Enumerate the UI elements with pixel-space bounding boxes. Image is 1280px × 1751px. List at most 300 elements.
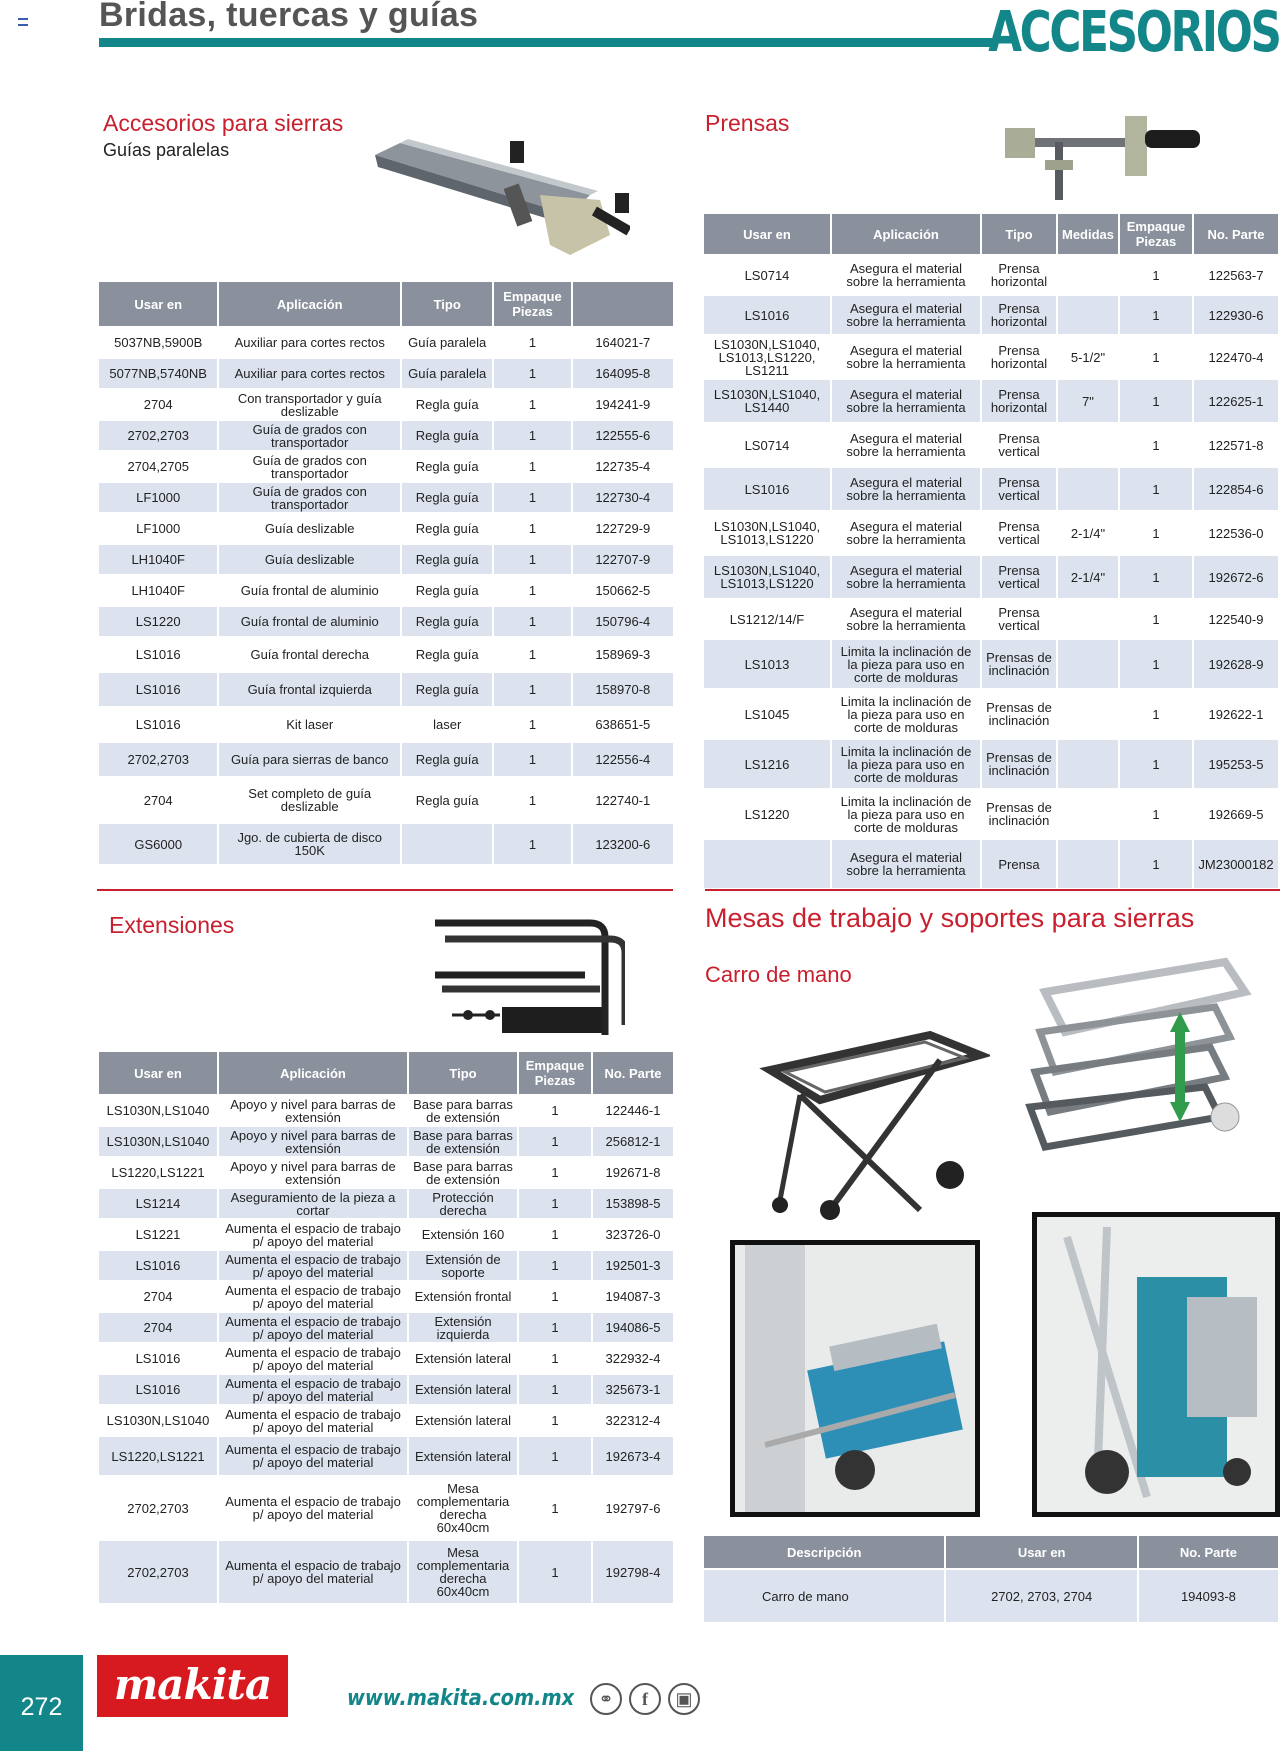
table-cell: LS1016 [99, 1375, 217, 1404]
facebook-icon[interactable]: f [629, 1683, 661, 1715]
table-cell [1058, 256, 1118, 294]
table-cell: 1 [519, 1313, 591, 1342]
table-cell: 1 [494, 743, 570, 776]
table-cell: Extensión izquierda [409, 1313, 517, 1342]
table-cell: Guía paralela [402, 328, 492, 357]
table-cell: Asegura el material sobre la herramienta [832, 468, 980, 510]
table-cell: Guía deslizable [219, 545, 400, 574]
table-cell: Regla guía [402, 778, 492, 822]
table-row [99, 1375, 673, 1404]
table-row [99, 673, 673, 706]
table-cell: Extensión lateral [409, 1437, 517, 1475]
table-cell: 1 [519, 1158, 591, 1187]
table-row [99, 545, 673, 574]
col-header-empaque: Empaque Piezas [1120, 214, 1192, 254]
table-cell: LS1030N,LS1040 [99, 1096, 217, 1125]
table-cell: 322312-4 [593, 1406, 673, 1435]
category-title: ACCESORIOS [988, 0, 1280, 65]
table-cell: 1 [519, 1220, 591, 1249]
table-cell: LS1016 [99, 1251, 217, 1280]
table-cell: 2704 [99, 390, 217, 419]
photo-folded-stand [1037, 1217, 1275, 1512]
table-cell: 1 [1120, 640, 1192, 688]
table-cell: Prensas de inclinación [982, 640, 1056, 688]
table-cell: LS1212/14/F [704, 600, 830, 638]
col-header-tipo: Tipo [409, 1052, 517, 1094]
globe-icon[interactable]: ⚭ [590, 1683, 622, 1715]
table-cell: Prensa vertical [982, 556, 1056, 598]
table-cell: Guía de grados con transportador [219, 452, 400, 481]
table-row [99, 1127, 673, 1156]
table-cell: 1 [494, 421, 570, 450]
table-cell: 122625-1 [1194, 380, 1278, 422]
col-header-usar-en: Usar en [99, 1052, 217, 1094]
sierras-table [97, 280, 675, 866]
table-cell: 192671-8 [593, 1158, 673, 1187]
table-row [704, 600, 1278, 638]
table-cell: 195253-5 [1194, 740, 1278, 788]
table-cell: 122540-9 [1194, 600, 1278, 638]
col-header-aplicacion: Aplicación [219, 1052, 407, 1094]
table-cell: LS1016 [99, 673, 217, 706]
col-header-no-parte: No. Parte [1139, 1536, 1278, 1568]
table-cell: Limita la inclinación de la pieza para uso en corte de molduras [832, 640, 980, 688]
table-cell: Regla guía [402, 514, 492, 543]
clamp-image [995, 108, 1225, 208]
table-cell: Extensión lateral [409, 1375, 517, 1404]
table-cell [1058, 468, 1118, 510]
table-cell: Aumenta el espacio de trabajo p/ apoyo del material [219, 1282, 407, 1311]
table-cell: 1 [1120, 690, 1192, 738]
table-row [99, 1406, 673, 1435]
table-cell: Regla guía [402, 743, 492, 776]
table-cell: 122729-9 [573, 514, 673, 543]
divider [705, 889, 1280, 891]
table-cell: Limita la inclinación de la pieza para uso en corte de molduras [832, 690, 980, 738]
table-row [99, 1282, 673, 1311]
table-cell [704, 840, 830, 888]
table-cell: 122854-6 [1194, 468, 1278, 510]
table-cell: LS1030N,LS1040, LS1013,LS1220 [704, 512, 830, 554]
table-row [704, 790, 1278, 838]
mesas-table [702, 1534, 1280, 1624]
table-row [704, 256, 1278, 294]
table-cell: 122556-4 [573, 743, 673, 776]
table-cell: 2704 [99, 1313, 217, 1342]
table-cell: 2702,2703 [99, 743, 217, 776]
table-cell: 1 [494, 328, 570, 357]
col-header-usar-en: Usar en [704, 214, 830, 254]
page-number: 272 [20, 1693, 63, 1721]
table-cell: Asegura el material sobre la herramienta [832, 256, 980, 294]
table-cell: LS1016 [99, 638, 217, 671]
table-cell: Guía de grados con transportador [219, 483, 400, 512]
table-cell: 1 [519, 1406, 591, 1435]
table-cell: LS1220 [99, 607, 217, 636]
table-row [99, 1344, 673, 1373]
table-cell: LS1030N,LS1040, LS1013,LS1220, LS1211 [704, 336, 830, 378]
table-cell: LH1040F [99, 545, 217, 574]
table-cell: 1 [1120, 840, 1192, 888]
table-row [704, 840, 1278, 888]
table-cell: 1 [494, 452, 570, 481]
table-cell: 5077NB,5740NB [99, 359, 217, 388]
table-row [99, 1220, 673, 1249]
table-cell: 194087-3 [593, 1282, 673, 1311]
table-cell: 1 [1120, 424, 1192, 466]
table-cell: 158969-3 [573, 638, 673, 671]
parallel-guide-image [370, 135, 630, 265]
table-cell [1058, 424, 1118, 466]
table-row [99, 638, 673, 671]
table-cell: LS1221 [99, 1220, 217, 1249]
table-cell: 1 [519, 1477, 591, 1539]
table-cell: Prensa horizontal [982, 256, 1056, 294]
table-cell: Extensión lateral [409, 1406, 517, 1435]
table-cell: LS1016 [704, 296, 830, 334]
col-header-empaque: Empaque Piezas [519, 1052, 591, 1094]
mesas-cell: Carro de mano [704, 1570, 944, 1622]
table-row [704, 380, 1278, 422]
section-title-prensas: Prensas [705, 110, 790, 136]
table-cell: 1 [494, 514, 570, 543]
table-cell: 192672-6 [1194, 556, 1278, 598]
table-cell: 1 [494, 359, 570, 388]
table-cell: LS1030N,LS1040, LS1440 [704, 380, 830, 422]
table-cell [1058, 296, 1118, 334]
table-cell: 2704,2705 [99, 452, 217, 481]
website-link[interactable]: www.makita.com.mx [347, 1686, 575, 1711]
table-cell: Jgo. de cubierta de disco 150K [219, 824, 400, 864]
table-cell: laser [402, 708, 492, 741]
table-cell: Asegura el material sobre la herramienta [832, 296, 980, 334]
table-cell: 150662-5 [573, 576, 673, 605]
section-title-sierras: Accesorios para sierras [103, 110, 344, 136]
table-cell: Guía frontal de aluminio [219, 576, 400, 605]
table-cell: 192622-1 [1194, 690, 1278, 738]
table-cell: LS1016 [99, 1344, 217, 1373]
table-cell: 2704 [99, 778, 217, 822]
table-cell: Regla guía [402, 638, 492, 671]
table-cell: Guía frontal de aluminio [219, 607, 400, 636]
table-cell: 1 [1120, 468, 1192, 510]
table-cell: Aumenta el espacio de trabajo p/ apoyo del material [219, 1406, 407, 1435]
table-cell: Aumenta el espacio de trabajo p/ apoyo del material [219, 1541, 407, 1603]
table-row [99, 1541, 673, 1603]
table-cell: 122730-4 [573, 483, 673, 512]
extensiones-table [97, 1050, 675, 1605]
table-cell: 192501-3 [593, 1251, 673, 1280]
table-row [99, 576, 673, 605]
table-cell: Con transportador y guía deslizable [219, 390, 400, 419]
section-title-extensiones: Extensiones [109, 912, 235, 938]
stand-image-1 [740, 1010, 990, 1230]
table-cell: 1 [1120, 740, 1192, 788]
table-cell: 122740-1 [573, 778, 673, 822]
table-cell: 1 [519, 1437, 591, 1475]
page-title: Bridas, tuercas y guías [99, 0, 479, 34]
table-cell: 1 [1120, 336, 1192, 378]
table-cell: 638651-5 [573, 708, 673, 741]
col-header-no-parte [573, 282, 673, 326]
table-cell: Regla guía [402, 390, 492, 419]
table-row [99, 390, 673, 419]
table-cell: 7" [1058, 380, 1118, 422]
table-cell: 164021-7 [573, 328, 673, 357]
table-cell: 194241-9 [573, 390, 673, 419]
table-row [704, 690, 1278, 738]
table-cell: 164095-8 [573, 359, 673, 388]
table-cell: 1 [1120, 790, 1192, 838]
table-cell: 1 [519, 1096, 591, 1125]
table-row [99, 607, 673, 636]
table-cell: LS1016 [704, 468, 830, 510]
table-cell: 192628-9 [1194, 640, 1278, 688]
table-cell: Extensión frontal [409, 1282, 517, 1311]
table-cell: Limita la inclinación de la pieza para uso en corte de molduras [832, 790, 980, 838]
table-cell: Prensa horizontal [982, 380, 1056, 422]
table-cell: 122563-7 [1194, 256, 1278, 294]
table-row [99, 708, 673, 741]
col-header-aplicacion: Aplicación [219, 282, 400, 326]
table-cell: 122536-0 [1194, 512, 1278, 554]
table-cell [1058, 840, 1118, 888]
table-cell: Asegura el material sobre la herramienta [832, 600, 980, 638]
menu-icon[interactable] [18, 18, 28, 26]
table-cell: 5037NB,5900B [99, 328, 217, 357]
col-header-empaque: Empaque Piezas [494, 282, 570, 326]
table-row [99, 1251, 673, 1280]
table-cell: LS1220,LS1221 [99, 1437, 217, 1475]
table-cell [1058, 790, 1118, 838]
table-cell: Protección derecha [409, 1189, 517, 1218]
table-cell: Prensa vertical [982, 424, 1056, 466]
table-cell: Guía frontal izquierda [219, 673, 400, 706]
table-cell: Guía de grados con transportador [219, 421, 400, 450]
table-cell: LF1000 [99, 483, 217, 512]
col-header-medidas: Medidas [1058, 214, 1118, 254]
table-cell: Guía frontal derecha [219, 638, 400, 671]
table-cell: 122930-6 [1194, 296, 1278, 334]
table-cell: Aumenta el espacio de trabajo p/ apoyo del material [219, 1437, 407, 1475]
table-row [704, 336, 1278, 378]
col-header-tipo: Tipo [982, 214, 1056, 254]
table-cell: LF1000 [99, 514, 217, 543]
makita-logo-text: makita [113, 1660, 272, 1709]
col-header-usar-en: Usar en [99, 282, 217, 326]
extension-bars-image [430, 915, 625, 1040]
table-cell: 158970-8 [573, 673, 673, 706]
table-cell: 122707-9 [573, 545, 673, 574]
table-cell: JM23000182 [1194, 840, 1278, 888]
table-cell: Prensa vertical [982, 512, 1056, 554]
table-cell: Guía paralela [402, 359, 492, 388]
table-cell: Aumenta el espacio de trabajo p/ apoyo del material [219, 1344, 407, 1373]
table-row [99, 1477, 673, 1539]
prensas-table [702, 212, 1280, 890]
table-row [99, 514, 673, 543]
table-row [99, 1313, 673, 1342]
table-cell: LS1214 [99, 1189, 217, 1218]
table-row [99, 1437, 673, 1475]
table-cell: Auxiliar para cortes rectos [219, 359, 400, 388]
table-cell: 1 [494, 708, 570, 741]
table-cell: LS1220 [704, 790, 830, 838]
table-cell: Set completo de guía deslizable [219, 778, 400, 822]
table-row [99, 824, 673, 864]
table-cell: 1 [1120, 380, 1192, 422]
table-cell: Apoyo y nivel para barras de extensión [219, 1158, 407, 1187]
table-cell: 153898-5 [593, 1189, 673, 1218]
table-cell: Mesa complementaria derecha 60x40cm [409, 1477, 517, 1539]
table-cell: Base para barras de extensión [409, 1096, 517, 1125]
table-cell: Apoyo y nivel para barras de extensión [219, 1096, 407, 1125]
table-cell: LS1030N,LS1040 [99, 1127, 217, 1156]
table-row [704, 296, 1278, 334]
col-header-no-parte: No. Parte [1194, 214, 1278, 254]
table-cell: 122555-6 [573, 421, 673, 450]
table-cell: Prensa [982, 840, 1056, 888]
table-cell: 122571-8 [1194, 424, 1278, 466]
table-cell: LS1030N,LS1040, LS1013,LS1220 [704, 556, 830, 598]
table-row [99, 421, 673, 450]
table-cell: GS6000 [99, 824, 217, 864]
table-cell [402, 824, 492, 864]
table-cell: 192669-5 [1194, 790, 1278, 838]
table-cell: 1 [1120, 556, 1192, 598]
table-cell: 122470-4 [1194, 336, 1278, 378]
table-row [704, 740, 1278, 788]
table-cell: Aumenta el espacio de trabajo p/ apoyo del material [219, 1220, 407, 1249]
table-cell: Prensa horizontal [982, 336, 1056, 378]
table-cell: 1 [494, 824, 570, 864]
table-cell: Asegura el material sobre la herramienta [832, 336, 980, 378]
table-cell: Prensa vertical [982, 468, 1056, 510]
table-cell: Guía para sierras de banco [219, 743, 400, 776]
table-cell: Asegura el material sobre la herramienta [832, 380, 980, 422]
table-cell: 1 [519, 1251, 591, 1280]
table-cell: 256812-1 [593, 1127, 673, 1156]
table-cell: Prensas de inclinación [982, 740, 1056, 788]
table-cell: 2704 [99, 1282, 217, 1311]
col-header-no-parte: No. Parte [593, 1052, 673, 1094]
table-cell: Prensas de inclinación [982, 790, 1056, 838]
table-cell: 1 [519, 1541, 591, 1603]
table-cell: 1 [519, 1127, 591, 1156]
table-cell: LS1216 [704, 740, 830, 788]
table-cell: 1 [494, 778, 570, 822]
table-cell: 5-1/2" [1058, 336, 1118, 378]
table-cell: 1 [494, 638, 570, 671]
table-cell: Regla guía [402, 673, 492, 706]
table-cell: Extensión de soporte [409, 1251, 517, 1280]
table-cell: Asegura el material sobre la herramienta [832, 512, 980, 554]
table-row [99, 452, 673, 481]
table-cell: 1 [1120, 512, 1192, 554]
table-cell: Prensas de inclinación [982, 690, 1056, 738]
table-cell: LS1016 [99, 708, 217, 741]
table-cell [1058, 640, 1118, 688]
table-cell: 192673-4 [593, 1437, 673, 1475]
table-cell: 123200-6 [573, 824, 673, 864]
table-cell: Auxiliar para cortes rectos [219, 328, 400, 357]
table-row [704, 512, 1278, 554]
col-header-aplicacion: Aplicación [832, 214, 980, 254]
table-cell: 2-1/4" [1058, 556, 1118, 598]
table-row [704, 424, 1278, 466]
table-cell: Regla guía [402, 452, 492, 481]
section-subtitle-guias: Guías paralelas [103, 140, 230, 160]
table-cell: 1 [519, 1282, 591, 1311]
photo-frame-2 [1032, 1212, 1280, 1517]
table-cell: 1 [494, 607, 570, 636]
table-cell: LS1220,LS1221 [99, 1158, 217, 1187]
table-cell: 325673-1 [593, 1375, 673, 1404]
table-cell: 1 [494, 576, 570, 605]
table-cell: 1 [1120, 600, 1192, 638]
table-cell: 1 [519, 1344, 591, 1373]
table-row [704, 640, 1278, 688]
table-cell: Base para barras de extensión [409, 1127, 517, 1156]
table-cell: LS0714 [704, 424, 830, 466]
section-title-mesas: Mesas de trabajo y soportes para sierras [705, 903, 1195, 933]
mesas-cell: 2702, 2703, 2704 [946, 1570, 1136, 1622]
stand-image-2 [1015, 952, 1280, 1167]
table-cell: LS0714 [704, 256, 830, 294]
table-cell: 192797-6 [593, 1477, 673, 1539]
table-cell: LH1040F [99, 576, 217, 605]
table-cell: 2-1/4" [1058, 512, 1118, 554]
table-cell: Prensa vertical [982, 600, 1056, 638]
instagram-icon[interactable]: ▣ [668, 1683, 700, 1715]
table-row [99, 1158, 673, 1187]
table-cell: 1 [494, 673, 570, 706]
divider [97, 889, 673, 891]
table-cell: Regla guía [402, 607, 492, 636]
table-cell: 122735-4 [573, 452, 673, 481]
table-cell: Prensa horizontal [982, 296, 1056, 334]
table-cell: LS1030N,LS1040 [99, 1406, 217, 1435]
table-cell: Mesa complementaria derecha 60x40cm [409, 1541, 517, 1603]
table-cell: 192798-4 [593, 1541, 673, 1603]
mesas-cell: 194093-8 [1139, 1570, 1278, 1622]
photo-frame-1 [730, 1240, 980, 1517]
table-cell: 1 [1120, 256, 1192, 294]
table-cell: 1 [494, 483, 570, 512]
table-row [99, 1096, 673, 1125]
table-cell: 1 [1120, 296, 1192, 334]
table-cell: Asegura el material sobre la herramienta [832, 556, 980, 598]
table-cell: 122446-1 [593, 1096, 673, 1125]
table-cell: Regla guía [402, 576, 492, 605]
table-cell: Regla guía [402, 421, 492, 450]
table-cell: Asegura el material sobre la herramienta [832, 424, 980, 466]
table-cell: Regla guía [402, 545, 492, 574]
table-cell: LS1045 [704, 690, 830, 738]
table-cell: Limita la inclinación de la pieza para uso en corte de molduras [832, 740, 980, 788]
table-cell: 1 [519, 1189, 591, 1218]
section-subtitle-carro: Carro de mano [705, 962, 852, 987]
table-cell: Apoyo y nivel para barras de extensión [219, 1127, 407, 1156]
col-header-tipo: Tipo [402, 282, 492, 326]
table-cell: 1 [494, 390, 570, 419]
table-cell: 322932-4 [593, 1344, 673, 1373]
col-header-descripcion: Descripción [704, 1536, 944, 1568]
col-header-usar-en: Usar en [946, 1536, 1136, 1568]
table-cell: Extensión lateral [409, 1344, 517, 1373]
table-row [704, 556, 1278, 598]
table-cell: Aumenta el espacio de trabajo p/ apoyo del material [219, 1375, 407, 1404]
